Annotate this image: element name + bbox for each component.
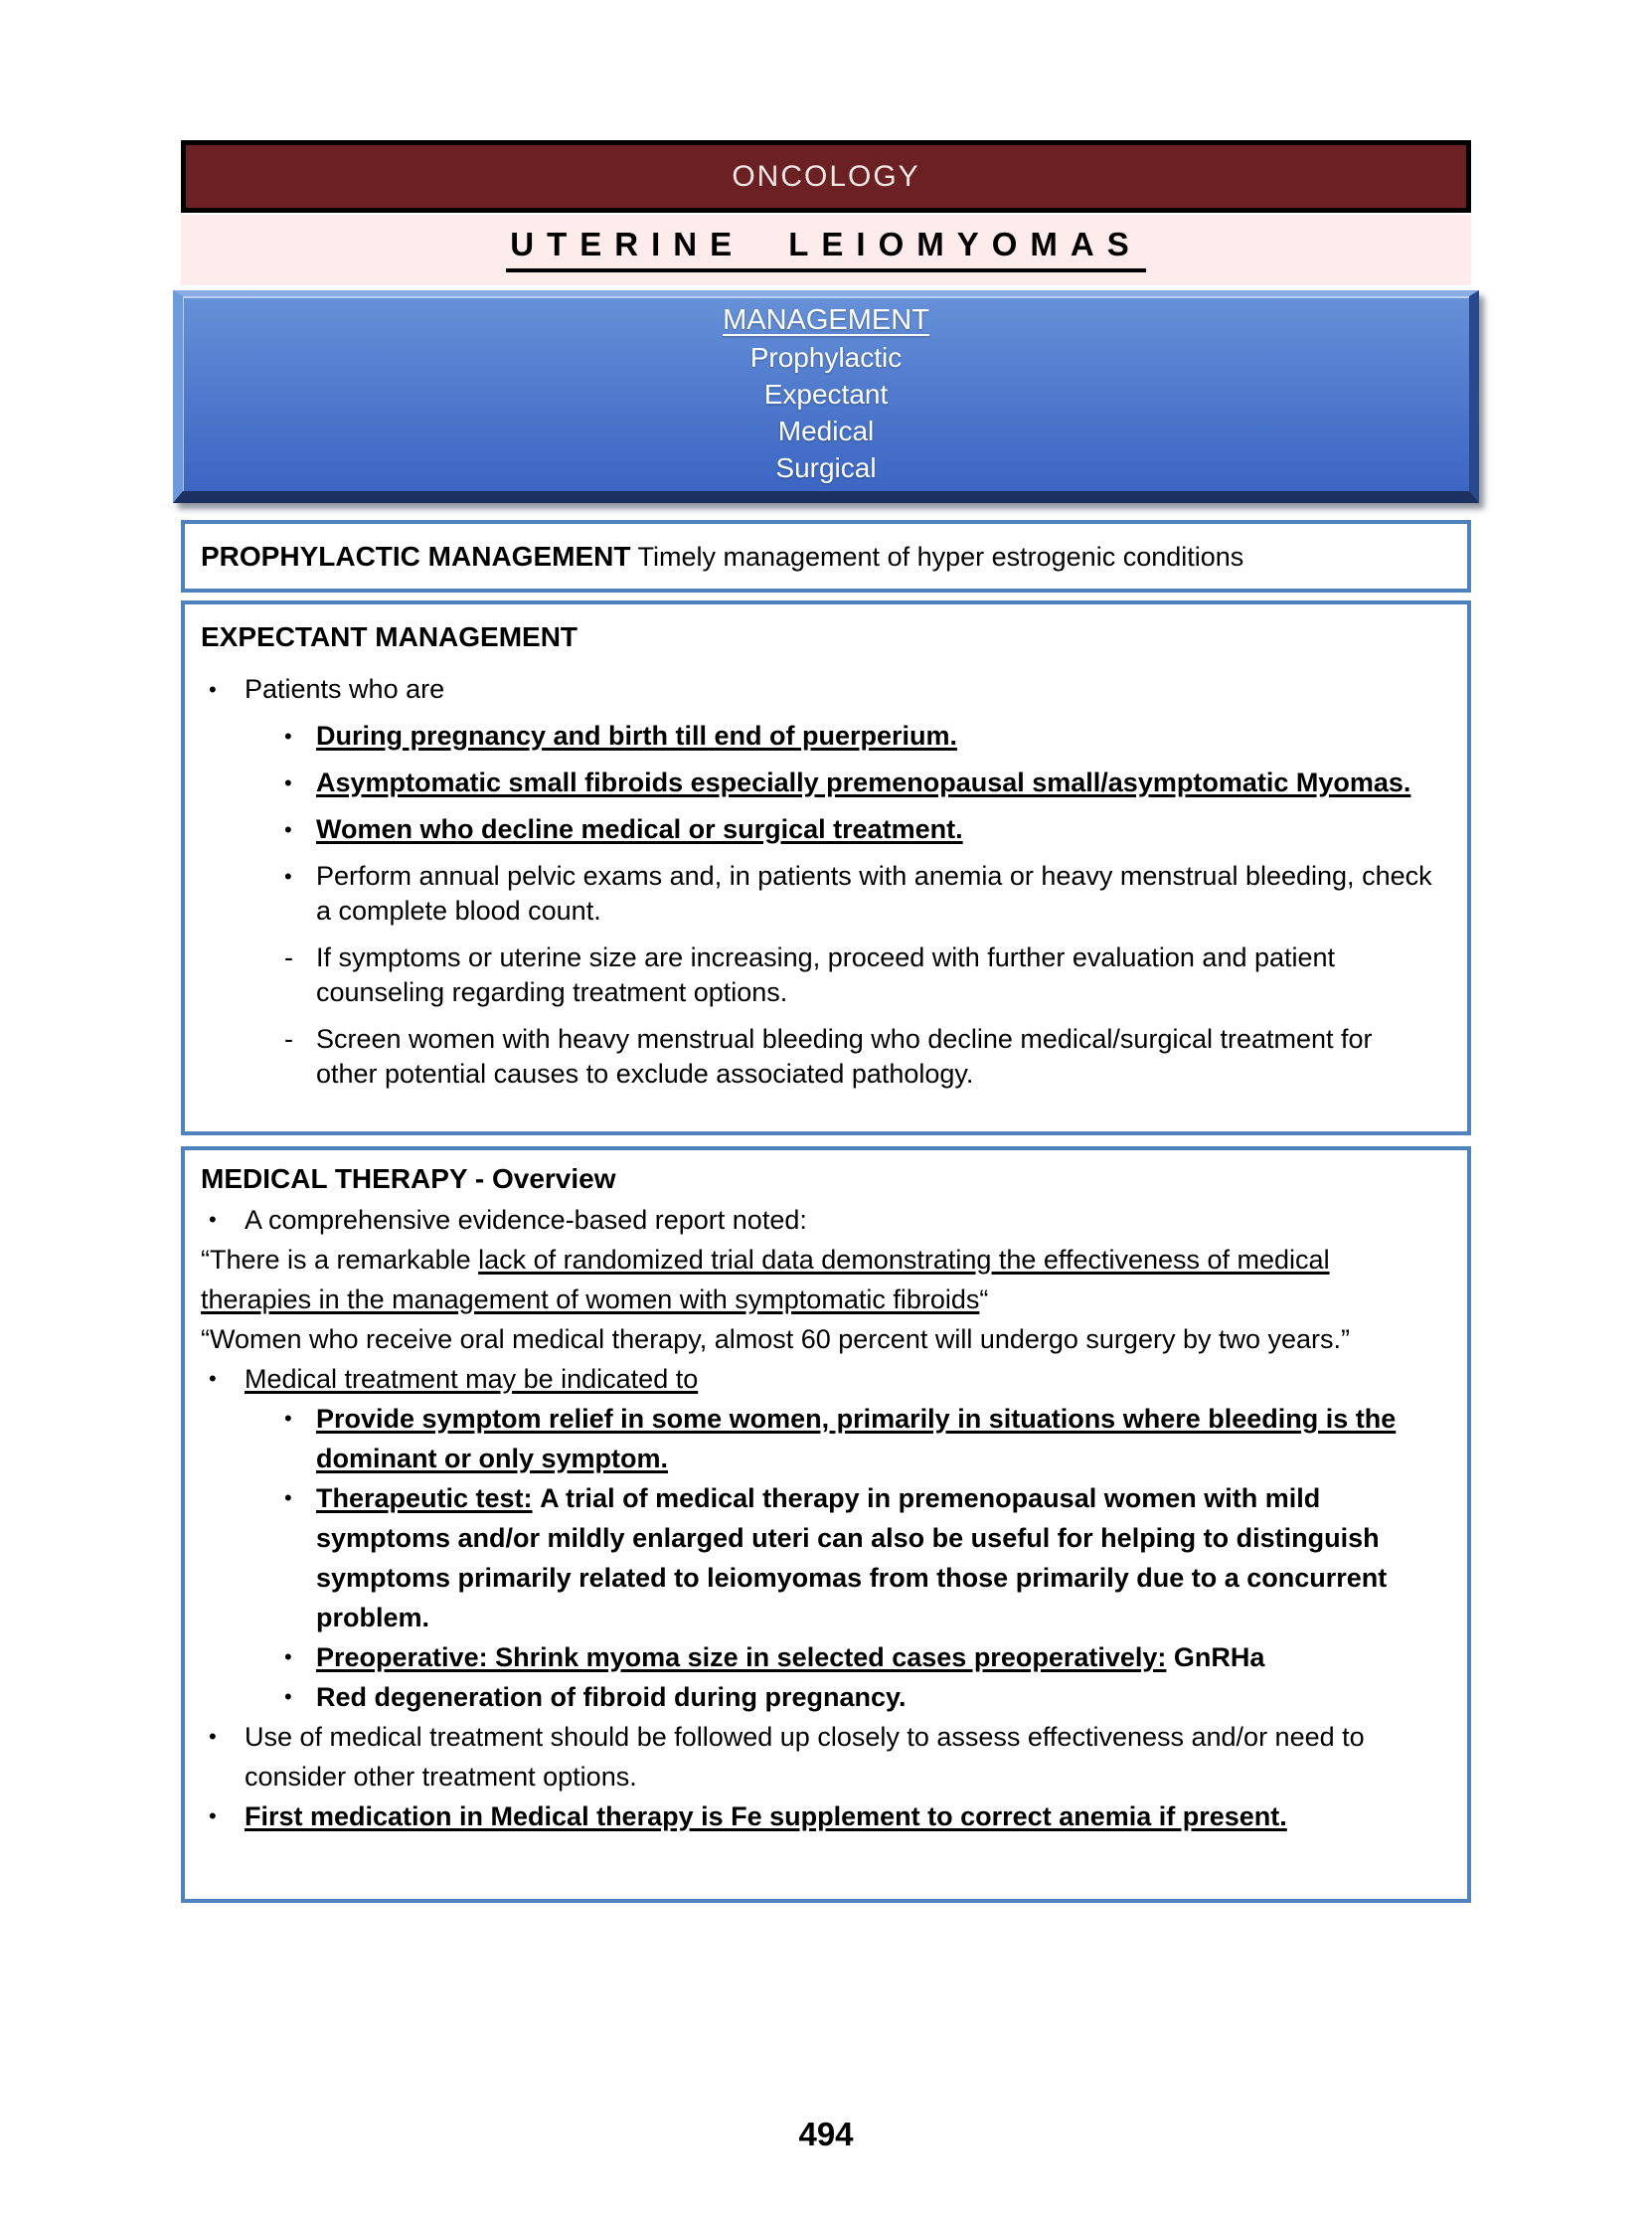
medical-sub-bullet-red-degeneration bbox=[185, 1677, 1439, 1717]
medical-quote1-underlined: lack of randomized trial data demonstrating the effectiveness of medical therapies in the management of women with symptomatic fibroids bbox=[201, 1245, 1330, 1314]
medical-heading: MEDICAL THERAPY - Overview bbox=[201, 1163, 616, 1194]
expectant-dash-bullet bbox=[185, 1022, 1437, 1092]
management-heading: MANAGEMENT bbox=[723, 304, 929, 336]
medical-sub-therapeutic-lead: Therapeutic test: bbox=[316, 1483, 533, 1513]
prophylactic-text: Timely management of hyper estrogenic conditions bbox=[637, 541, 1244, 572]
medical-sub-bullet-preoperative bbox=[185, 1637, 1439, 1677]
prophylactic-heading: PROPHYLACTIC MANAGEMENT bbox=[201, 540, 631, 572]
expectant-sub-bullet-text: During pregnancy and birth till end of puerperium. bbox=[316, 721, 958, 751]
medical-report-bullet bbox=[185, 1200, 1439, 1240]
management-item-surgical: Surgical bbox=[775, 452, 877, 483]
medical-quote-1 bbox=[185, 1240, 1439, 1319]
expectant-dash-bullet bbox=[185, 940, 1437, 1010]
medical-quote2-text: “Women who receive oral medical therapy, almost 60 percent will undergo surgery by two years.” bbox=[201, 1324, 1351, 1354]
medical-followup-bullet bbox=[185, 1717, 1439, 1796]
expectant-intro-text: Patients who are bbox=[245, 674, 445, 704]
management-item-medical: Medical bbox=[777, 416, 875, 446]
medical-sub-provide-text: Provide symptom relief in some women, primarily in situations where bleeding is the dominant or only symptom. bbox=[316, 1404, 1397, 1473]
management-item-expectant: Expectant bbox=[763, 379, 889, 410]
medical-therapy-box bbox=[181, 1146, 1471, 1903]
prophylactic-line bbox=[201, 539, 1243, 575]
expectant-dash-bullet-text: If symptoms or uterine size are increasing, proceed with further evaluation and patient counseling regarding treatment options. bbox=[316, 942, 1336, 1007]
page-number: 494 bbox=[798, 2116, 854, 2152]
medical-sub-red-text: Red degeneration of fibroid during pregnancy. bbox=[316, 1682, 907, 1712]
medical-first-medication-bullet bbox=[185, 1796, 1439, 1836]
medical-sub-bullet-therapeutic bbox=[185, 1478, 1439, 1637]
management-overview-box bbox=[173, 290, 1479, 503]
medical-sub-preoperative-lead: Preoperative: Shrink myoma size in selected cases preoperatively: bbox=[316, 1642, 1167, 1672]
medical-first-medication-text: First medication in Medical therapy is Fe supplement to correct anemia if present. bbox=[245, 1801, 1287, 1831]
medical-report-text: A comprehensive evidence-based report noted: bbox=[245, 1205, 807, 1235]
title-band bbox=[181, 215, 1471, 285]
expectant-intro-bullet bbox=[185, 672, 1437, 707]
medical-indications-bullet bbox=[185, 1359, 1439, 1399]
chapter-banner bbox=[181, 140, 1471, 213]
expectant-sub-bullet-text: Asymptomatic small fibroids especially premenopausal small/asymptomatic Myomas. bbox=[316, 768, 1411, 797]
medical-followup-text: Use of medical treatment should be followed up closely to assess effectiveness and/or need to consider other treatment options. bbox=[245, 1722, 1365, 1792]
expectant-plain-bullet bbox=[185, 859, 1437, 929]
medical-indications-text: Medical treatment may be indicated to bbox=[245, 1364, 699, 1394]
medical-sub-bullet-provide bbox=[185, 1399, 1439, 1478]
medical-sub-preoperative-rest: GnRHa bbox=[1173, 1642, 1265, 1672]
medical-sub-therapeutic-rest: A trial of medical therapy in premenopausal women with mild symptoms and/or mildly enlarged uteri can also be useful for helping to distinguish symptoms primarily related to leiomyomas from those primarily due to a concurrent problem. bbox=[316, 1483, 1388, 1632]
page-title: UTERINE LEIOMYOMAS bbox=[506, 228, 1146, 272]
expectant-plain-bullet-text: Perform annual pelvic exams and, in patients with anemia or heavy menstrual bleeding, check a complete blood count. bbox=[316, 861, 1432, 926]
expectant-sub-bullet bbox=[185, 812, 1437, 847]
expectant-sub-bullet bbox=[185, 719, 1437, 754]
expectant-sub-bullet-text: Women who decline medical or surgical treatment. bbox=[316, 814, 963, 844]
management-item-prophylactic: Prophylactic bbox=[749, 342, 903, 373]
prophylactic-management-box bbox=[181, 520, 1471, 593]
expectant-sub-bullet bbox=[185, 766, 1437, 800]
expectant-heading: EXPECTANT MANAGEMENT bbox=[201, 621, 578, 652]
chapter-banner-label: ONCOLOGY bbox=[732, 159, 920, 193]
medical-quote-2 bbox=[185, 1319, 1439, 1359]
medical-quote1-close: “ bbox=[979, 1284, 989, 1314]
expectant-management-box bbox=[181, 600, 1471, 1135]
expectant-dash-bullet-text: Screen women with heavy menstrual bleeding who decline medical/surgical treatment for other potential causes to exclude associated pathology. bbox=[316, 1024, 1373, 1089]
medical-quote1-pre: “There is a remarkable bbox=[201, 1245, 479, 1275]
